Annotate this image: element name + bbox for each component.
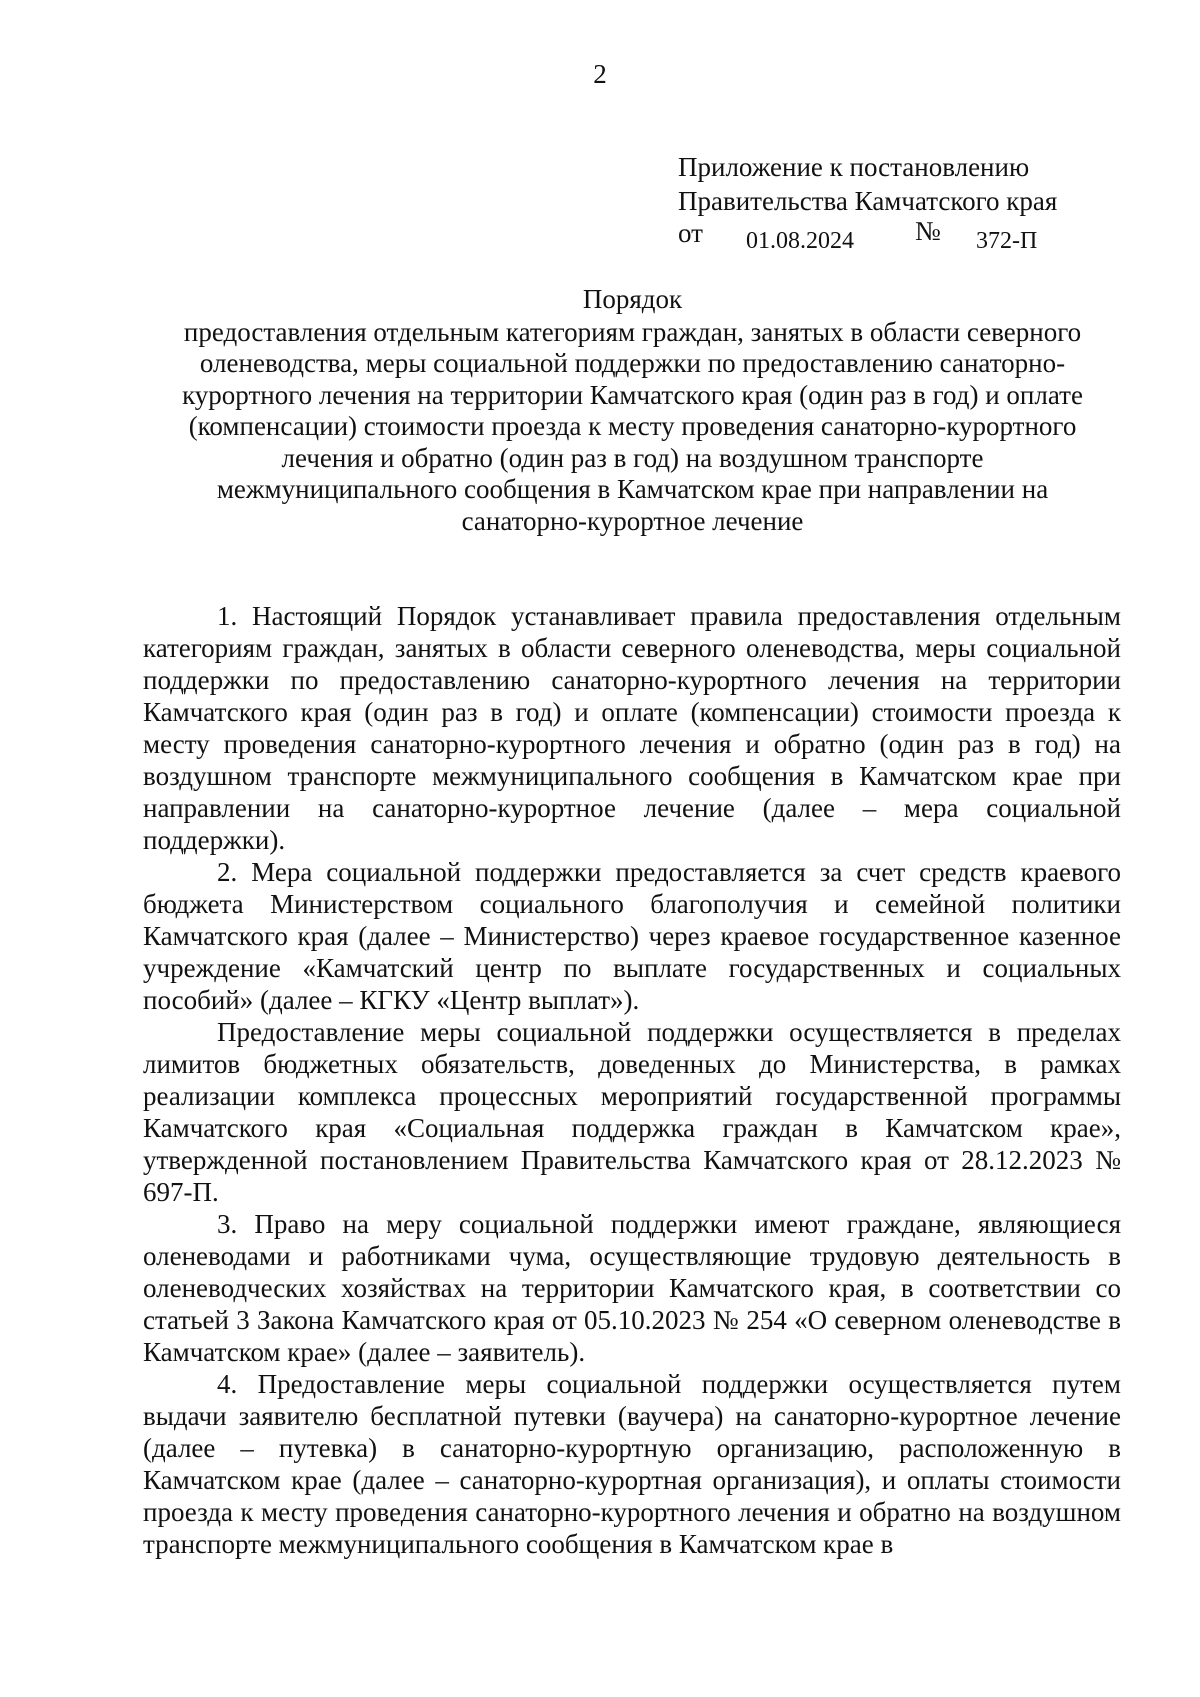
number-sign: № bbox=[915, 216, 941, 246]
paragraph-2-continued: Предоставление меры социальной поддержки осуществляется в пределах лимитов бюджетных обязательств, доведенных до Министерства, в рамках реализации комплекса процессных мероприятий государственной программы Камчатского края «Социальная поддержка граждан в Камчатском крае», утвержденной постановлением Правительства Камчатского края от 28.12.2023 № 697-П. bbox=[143, 1017, 1121, 1207]
paragraph-4: 4. Предоставление меры социальной поддержки осуществляется путем выдачи заявителю бесплатной путевки (ваучера) на санаторно-курортное лечение (далее – путевка) в санаторно-курортную организацию, расположенную в Камчатском крае (далее – санаторно-курортная организация), и оплаты стоимости проезда к месту проведения санаторно-курортного лечения и обратно на воздушном транспорте межмуниципального сообщения в Камчатском крае в bbox=[143, 1369, 1121, 1559]
paragraph-2: 2. Мера социальной поддержки предоставляется за счет средств краевого бюджета Министерством социального благополучия и семейной политики Камчатского края (далее – Министерство) через краевое государственное казенное учреждение «Камчатский центр по выплате государственных и социальных пособий» (далее – КГКУ «Центр выплат»). bbox=[143, 857, 1121, 1015]
appendix-line-1: Приложение к постановлению bbox=[678, 152, 1030, 182]
title-main: Порядок bbox=[582, 284, 683, 314]
appendix-date-line bbox=[678, 218, 1148, 258]
decree-number: 372-П bbox=[976, 228, 1038, 254]
appendix-line-2: Правительства Камчатского края bbox=[678, 186, 1058, 216]
document-title bbox=[140, 284, 1125, 537]
title-line: курортного лечения на территории Камчатского края (один раз в год) и оплате bbox=[182, 379, 1083, 410]
paragraph-1: 1. Настоящий Порядок устанавливает правила предоставления отдельным категориям граждан, занятых в области северного оленеводства, меры социальной поддержки по предоставлению санаторно-курортного лечения на территории Камчатского края (один раз в год) и оплате (компенсации) стоимости проезда к месту проведения санаторно-курортного лечения и обратно (один раз в год) на воздушном транспорте межмуниципального сообщения в Камчатском крае при направлении на санаторно-курортное лечение (далее – мера социальной поддержки). bbox=[143, 601, 1121, 855]
title-line: оленеводства, меры социальной поддержки по предоставлению санаторно- bbox=[199, 348, 1066, 378]
title-line: предоставления отдельным категориям граждан, занятых в области северного bbox=[183, 316, 1082, 347]
decree-date: 01.08.2024 bbox=[746, 228, 854, 254]
paragraph-3: 3. Право на меру социальной поддержки имеют граждане, являющиеся оленеводами и работниками чума, осуществляющие трудовую деятельность в оленеводческих хозяйствах на территории Камчатского края, в соответствии со статьей 3 Закона Камчатского края от 05.10.2023 № 254 «О северном оленеводстве в Камчатском крае» (далее – заявитель). bbox=[143, 1209, 1121, 1367]
title-line: санаторно-курортное лечение bbox=[461, 505, 804, 536]
ot-label: от bbox=[678, 218, 703, 248]
title-line: лечения и обратно (один раз в год) на воздушном транспорте bbox=[281, 442, 984, 473]
page-number: 2 bbox=[593, 59, 607, 89]
appendix-header bbox=[678, 150, 1148, 258]
title-line: межмуниципального сообщения в Камчатском крае при направлении на bbox=[216, 474, 1049, 504]
title-line: (компенсации) стоимости проезда к месту проведения санаторно-курортного bbox=[188, 411, 1077, 441]
document-body bbox=[143, 600, 1121, 1560]
